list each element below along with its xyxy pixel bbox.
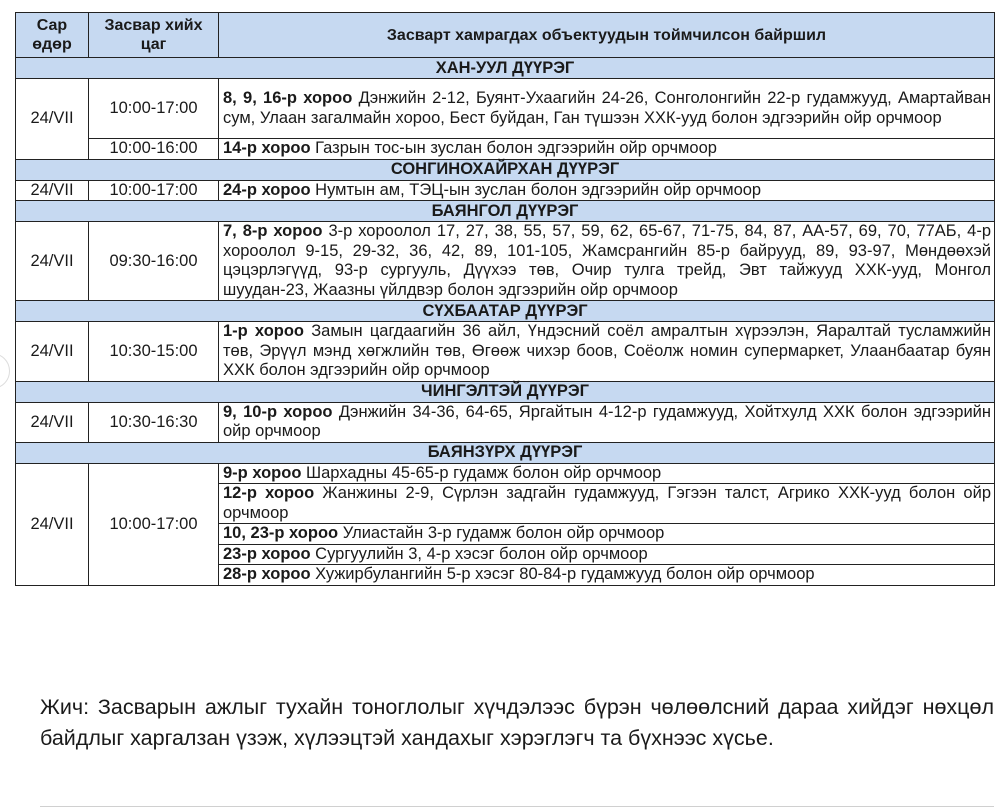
table-header-row — [16, 13, 995, 58]
location-text: Хужирбулангийн 5-р хэсэг 80-84-р гудамжууд болон ойр орчмоор — [310, 565, 815, 583]
district-row — [16, 442, 995, 463]
district-name: БАЯНЗҮРХ ДҮҮРЭГ — [16, 442, 995, 463]
district-row — [16, 381, 995, 402]
page-edge-circle — [0, 353, 10, 389]
time-cell: 10:00-16:00 — [89, 139, 219, 160]
district-row — [16, 159, 995, 180]
location-cell — [219, 79, 995, 139]
table-row — [16, 79, 995, 139]
header-location: Засварт хамрагдах объектуудын тоймчилсон байршил — [219, 13, 995, 58]
time-cell: 10:30-16:30 — [89, 402, 219, 442]
header-date: Сар өдөр — [16, 13, 89, 58]
khoroo-label: 28-р хороо — [223, 565, 311, 583]
location-cell — [219, 222, 995, 301]
location-cell — [219, 139, 995, 160]
location-text: Газрын тос-ын зуслан болон эдгээрийн ойр орчмоор — [310, 139, 717, 157]
date-cell: 24/VII — [16, 463, 89, 585]
time-cell: 10:00-17:00 — [89, 79, 219, 139]
district-name: ХАН-УУЛ ДҮҮРЭГ — [16, 58, 995, 79]
table-row — [16, 463, 995, 484]
table-row — [16, 322, 995, 382]
khoroo-label: 1-р хороо — [223, 322, 305, 340]
location-cell — [219, 524, 995, 545]
date-cell: 24/VII — [16, 402, 89, 442]
footnote: Жич: Засварын ажлыг тухайн тоноглолыг хүчдэлээс бүрэн чөлөөлсний дараа хийдэг нөхцөл байдлыг харгалзан үзэж, хүлээцтэй хандахыг хэрэглэгч та бүхнээс хүсье. — [40, 695, 994, 750]
district-name: СҮХБААТАР ДҮҮРЭГ — [16, 301, 995, 322]
date-cell: 24/VII — [16, 222, 89, 301]
khoroo-label: 8, 9, 16-р хороо — [223, 89, 353, 107]
location-text: Нумтын ам, ТЭЦ-ын зуслан болон эдгээрийн ойр орчмоор — [310, 180, 762, 199]
time-cell: 10:30-15:00 — [89, 322, 219, 382]
location-text: Дэнжийн 2-12, Буянт-Ухаагийн 24-26, Сонголонгийн 22-р гудамжууд, Амартайван сум, Улаан загалмайн хороо, Бест буйдан, Ган түшээн ХХК-ууд болон эдгээрийн ойр орчмоор — [223, 89, 991, 127]
location-text: Сургуулийн 3, 4-р хэсэг болон ойр орчмоор — [310, 544, 648, 563]
location-cell — [219, 484, 995, 524]
location-cell — [219, 180, 995, 201]
outage-schedule-table — [15, 12, 995, 586]
bottom-divider — [40, 806, 994, 807]
time-cell: 10:00-17:00 — [89, 180, 219, 201]
date-cell: 24/VII — [16, 322, 89, 382]
location-text: Улиастайн 3-р гудамж болон ойр орчмоор — [338, 524, 665, 542]
khoroo-label: 10, 23-р хороо — [223, 524, 339, 542]
table-row — [16, 180, 995, 201]
location-text: Шархадны 45-65-р гудамж болон ойр орчмоор — [301, 463, 662, 482]
district-row — [16, 201, 995, 222]
table-row — [16, 402, 995, 442]
location-text: Дэнжийн 34-36, 64-65, Яргайтын 4-12-р гудамжууд, Хойтхулд ХХК болон эдгээрийн ойр орчмоор — [223, 402, 991, 440]
khoroo-label: 7, 8-р хороо — [223, 222, 323, 240]
khoroo-label: 23-р хороо — [223, 544, 311, 563]
khoroo-label: 9, 10-р хороо — [223, 402, 333, 421]
time-cell: 09:30-16:00 — [89, 222, 219, 301]
khoroo-label: 24-р хороо — [223, 180, 311, 199]
district-row — [16, 301, 995, 322]
location-cell — [219, 463, 995, 484]
table-row — [16, 222, 995, 301]
date-cell: 24/VII — [16, 180, 89, 201]
time-cell: 10:00-17:00 — [89, 463, 219, 585]
location-cell — [219, 402, 995, 442]
location-text: Жанжины 2-9, Сүрлэн задгайн гудамжууд, Гэгээн талст, Агрико ХХК-ууд болон ойр орчмоор — [223, 484, 991, 522]
district-name: СОНГИНОХАЙРХАН ДҮҮРЭГ — [16, 159, 995, 180]
date-cell: 24/VII — [16, 79, 89, 160]
district-name: ЧИНГЭЛТЭЙ ДҮҮРЭГ — [16, 381, 995, 402]
khoroo-label: 12-р хороо — [223, 484, 315, 502]
location-cell — [219, 544, 995, 565]
district-name: БАЯНГОЛ ДҮҮРЭГ — [16, 201, 995, 222]
district-row — [16, 58, 995, 79]
khoroo-label: 14-р хороо — [223, 139, 311, 157]
location-cell — [219, 565, 995, 586]
header-time: Засвар хийх цаг — [89, 13, 219, 58]
location-cell — [219, 322, 995, 382]
location-text: Замын цагдаагийн 36 айл, Үндэсний соёл амралтын хүрээлэн, Яаралтай тусламжийн төв, Эрүүл мэнд хөгжлийн төв, Өгөөж чихэр боов, Соёолж номин супермаркет, Улаанбаатар буян ХХК болон эдгээрийн ойр орчмоор — [223, 322, 991, 379]
khoroo-label: 9-р хороо — [223, 463, 302, 482]
location-text: 3-р хороолол 17, 27, 38, 55, 57, 59, 62, 65-67, 71-75, 84, 87, АА-57, 69, 70, 77АБ, 4-р хороолол 9-15, 29-32, 36, 42, 89, 101-105, Жамсрангийн 85-р байрууд, 89, 93-97, Мөндөөхэй цэцэрлэгүүд, 93-р сургууль, Дүүхээ төв, Очир тулга трейд, Эвт тайжууд ХХК-ууд, Монгол шуудан-23, Жаазны үйлдвэр болон эдгээрийн ойр орчмоор — [223, 222, 992, 299]
table-row — [16, 139, 995, 160]
